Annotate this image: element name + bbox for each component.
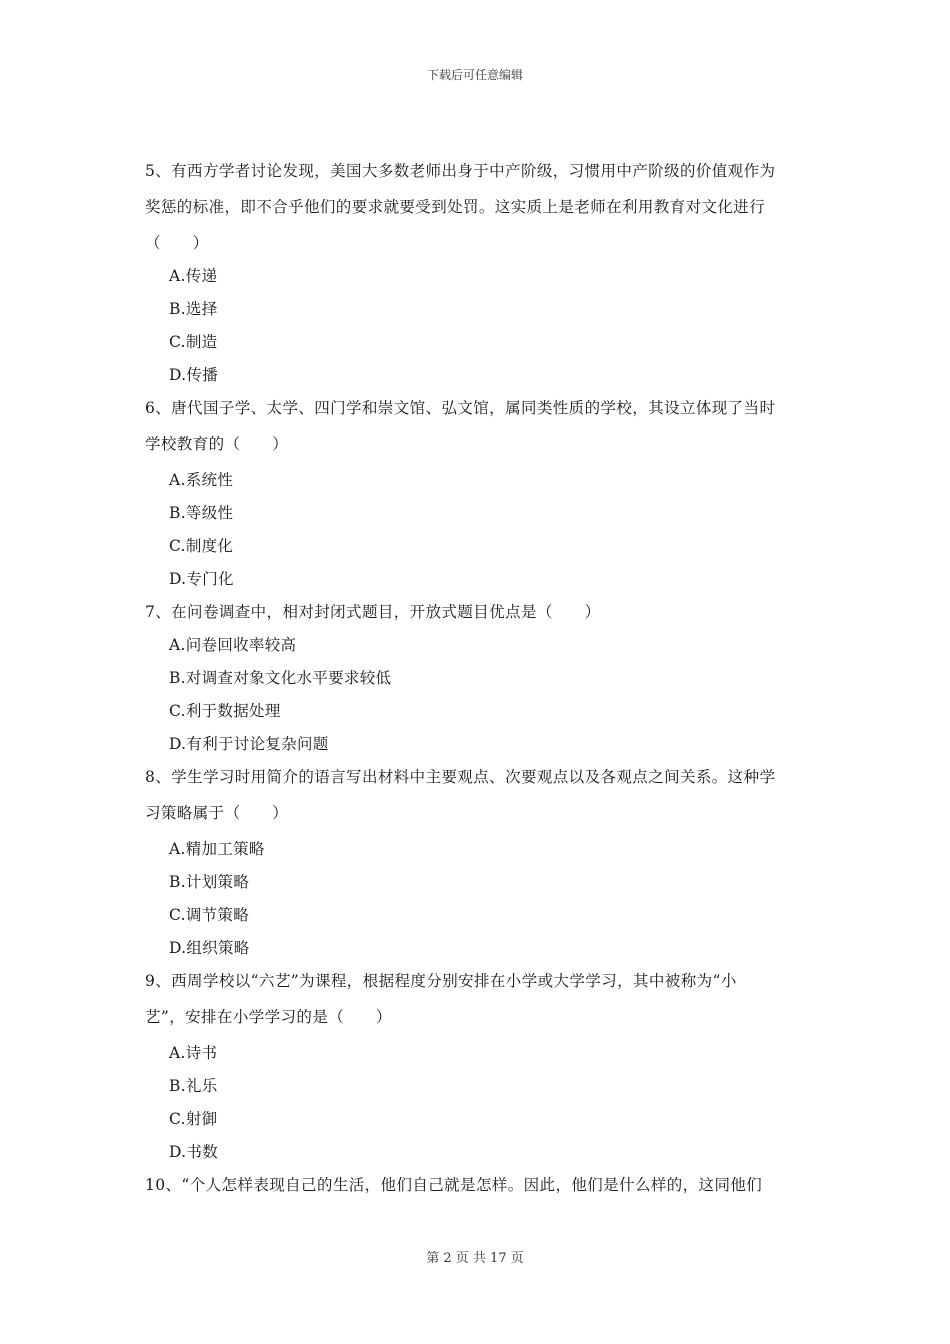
question-6 [145,394,810,598]
question-7 [145,598,810,763]
question-8 [145,763,810,967]
question-10 [145,1171,810,1207]
question-text-line: 6、唐代国子学、太学、四门学和崇文馆、弘文馆，属同类性质的学校，其设立体现了当时 [145,399,776,417]
option-c: C.利于数据处理 [169,702,281,720]
option-d: D.专门化 [169,570,234,588]
option-c: C.射御 [169,1110,218,1128]
question-text-line: 7、在问卷调查中，相对封闭式题目，开放式题目优点是（ ） [145,603,601,621]
question-text-line: 5、有西方学者讨论发现，美国大多数老师出身于中产阶级，习惯用中产阶级的价值观作为 [145,162,776,180]
option-c: C.制度化 [169,537,234,555]
question-text-line: 9、西周学校以“六艺”为课程，根据程度分别安排在小学或大学学习，其中被称为“小 [145,972,737,990]
option-b: B.计划策略 [169,873,250,891]
option-d: D.传播 [169,366,219,384]
question-list [145,157,810,1207]
question-text-line: 艺”，安排在小学学习的是（ ） [145,1008,392,1026]
option-b: B.对调查对象文化水平要求较低 [169,669,392,687]
option-b: B.礼乐 [169,1077,218,1095]
question-text-line: 奖惩的标准，即不合乎他们的要求就要受到处罚。这实质上是老师在利用教育对文化进行 [145,198,766,216]
option-c: C.制造 [169,333,218,351]
question-text-line: 8、学生学习时用简介的语言写出材料中主要观点、次要观点以及各观点之间关系。这种学 [145,768,776,786]
option-a: A.问卷回收率较高 [169,636,297,654]
question-5 [145,157,810,394]
option-d: D.书数 [169,1143,219,1161]
option-a: A.系统性 [169,471,234,489]
option-a: A.精加工策略 [169,840,265,858]
question-9 [145,967,810,1171]
option-c: C.调节策略 [169,906,250,924]
page-number: 第 2 页 共 17 页 [426,1251,524,1266]
option-b: B.选择 [169,300,218,318]
page-header: 下载后可任意编辑 [426,68,523,82]
question-text-line: 学校教育的（ ） [145,435,289,453]
option-d: D.组织策略 [169,939,250,957]
question-text-line: 10、“个人怎样表现自己的生活，他们自己就是怎样。因此，他们是什么样的，这同他们 [145,1176,763,1194]
option-a: A.传递 [169,267,218,285]
option-d: D.有利于讨论复杂问题 [169,735,329,753]
option-a: A.诗书 [169,1044,218,1062]
option-b: B.等级性 [169,504,234,522]
question-text-line: 习策略属于（ ） [145,804,289,822]
answer-blank: （ ） [145,234,209,252]
